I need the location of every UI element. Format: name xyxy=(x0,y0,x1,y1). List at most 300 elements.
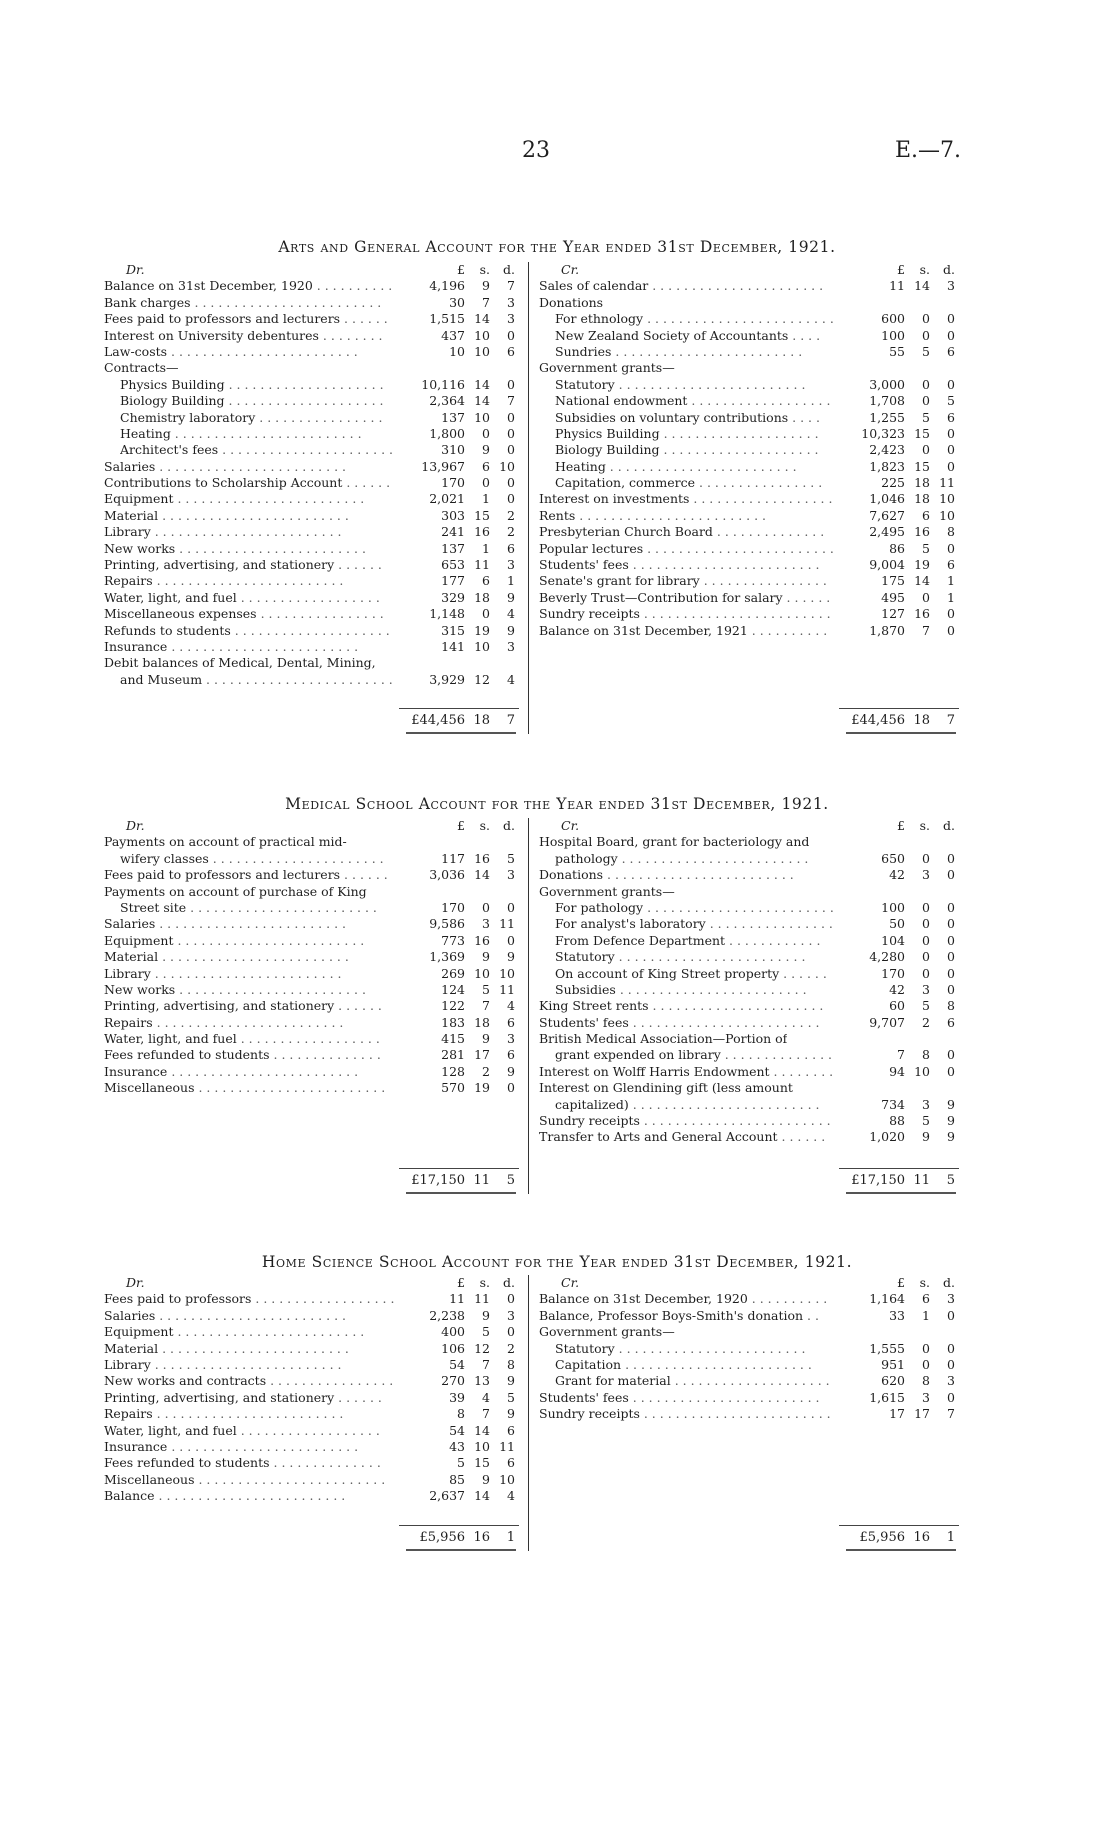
amount-shillings: 11 xyxy=(474,1291,490,1307)
amount-shillings: 10 xyxy=(474,638,490,654)
amount-pounds: 137 xyxy=(441,540,465,556)
debit-side xyxy=(104,818,519,1097)
amount-pence: 0 xyxy=(947,425,955,441)
amount-shillings: 0 xyxy=(922,589,930,605)
ledger-row-library xyxy=(104,966,519,982)
amount-pounds: 315 xyxy=(441,622,465,638)
column-header-row xyxy=(104,818,519,834)
ledger-row-physics-building xyxy=(104,377,519,393)
amount-pounds: 3,929 xyxy=(429,671,465,687)
ledger-item-label: Payments on account of practical mid- xyxy=(104,834,347,850)
debit-label: Dr. xyxy=(126,262,145,277)
amount-pounds: 10 xyxy=(449,343,465,359)
ledger-row-subsidies-on-voluntary-contributions xyxy=(539,410,959,426)
ledger-row-miscellaneous-expenses xyxy=(104,606,519,622)
column-divider xyxy=(528,262,529,734)
ledger-row-popular-lectures xyxy=(539,541,959,557)
amount-pence: 8 xyxy=(947,998,955,1014)
amount-pounds: 100 xyxy=(881,899,905,915)
ledger-row-grant-expended-on-library xyxy=(539,1047,959,1063)
amount-pence: 0 xyxy=(947,981,955,997)
ledger-row-material xyxy=(104,508,519,524)
amount-pounds: 1,148 xyxy=(429,606,465,622)
amount-pence: 0 xyxy=(947,1356,955,1372)
amount-pence: 3 xyxy=(507,294,515,310)
ledger-item-label: Chemistry laboratory . . . . . . . . . . . . . . . . xyxy=(120,409,383,425)
amount-pence: 4 xyxy=(507,606,515,622)
amount-pence: 6 xyxy=(947,557,955,573)
ledger-item-label: Donations . . . . . . . . . . . . . . . . . . . . . . . . xyxy=(539,867,794,883)
ledger-item-label: wifery classes . . . . . . . . . . . . . . . . . . . . . . xyxy=(120,850,384,866)
ledger-item-label: Biology Building . . . . . . . . . . . . . . . . . . . . xyxy=(120,393,384,409)
ledger-item-label: Capitation . . . . . . . . . . . . . . . . . . . . . . . . xyxy=(555,1356,812,1372)
amount-shillings: 4 xyxy=(482,1389,490,1405)
amount-shillings: 1 xyxy=(922,1307,930,1323)
amount-shillings: 0 xyxy=(922,1356,930,1372)
ledger-row-new-zealand-society-of-accountants xyxy=(539,328,959,344)
ledger-item-label: Repairs . . . . . . . . . . . . . . . . . . . . . . . . xyxy=(104,1014,344,1030)
amount-shillings: 14 xyxy=(474,1422,490,1438)
amount-shillings: 1 xyxy=(482,540,490,556)
ledger-item-label: Physics Building . . . . . . . . . . . . . . . . . . . . xyxy=(555,425,819,441)
amount-pence: 0 xyxy=(947,311,955,327)
amount-pence: 9 xyxy=(947,1096,955,1112)
amount-pounds: 9,586 xyxy=(429,916,465,932)
amount-pence: 0 xyxy=(947,850,955,866)
amount-pounds: 951 xyxy=(881,1356,905,1372)
ledger-item-label: Students' fees . . . . . . . . . . . . . . . . . . . . . . . . xyxy=(539,1389,820,1405)
amount-shillings: 0 xyxy=(482,425,490,441)
ledger-item-label: New Zealand Society of Accountants . . . . xyxy=(555,327,821,343)
ledger-item-label: Miscellaneous . . . . . . . . . . . . . . . . . . . . . . . . xyxy=(104,1080,386,1096)
amount-pounds: 329 xyxy=(441,589,465,605)
ledger-item-label: Balance on 31st December, 1920 . . . . . . . . . . xyxy=(104,278,393,294)
ledger-row-fees-paid-to-professors-and-lecturers xyxy=(104,867,519,883)
page-number: 23 xyxy=(522,138,550,163)
ledger-item-label: British Medical Association—Portion of xyxy=(539,1031,788,1047)
amount-pounds: 8 xyxy=(457,1406,465,1422)
ledger-row-and-museum xyxy=(104,672,519,688)
amount-pence: 9 xyxy=(507,589,515,605)
ledger-row-debit-balances-of-medical-dental-mining xyxy=(104,655,519,671)
total-pounds: £5,956 xyxy=(419,1529,465,1545)
credit-side xyxy=(539,262,959,639)
total-rule xyxy=(399,1525,519,1526)
amount-pounds: 39 xyxy=(449,1389,465,1405)
amount-pounds: 11 xyxy=(889,278,905,294)
amount-shillings: 5 xyxy=(482,981,490,997)
amount-shillings: 5 xyxy=(922,998,930,1014)
ledger-row-new-works xyxy=(104,541,519,557)
credit-label: Cr. xyxy=(561,262,580,277)
ledger-item-label: Fees refunded to students . . . . . . . . . . . . . . xyxy=(104,1455,381,1471)
account-title: Medical School Account for the Year ended 31st December, 1921. xyxy=(285,795,829,813)
total-underline xyxy=(846,1192,956,1194)
ledger-item-label: Fees paid to professors . . . . . . . . . . . . . . . . . . xyxy=(104,1291,395,1307)
total-rule xyxy=(839,1525,959,1526)
ledger-row-library xyxy=(104,1357,519,1373)
amount-pounds: 653 xyxy=(441,557,465,573)
paper-code: E.—7. xyxy=(895,138,962,163)
ledger-item-label: Printing, advertising, and stationery . . . . . . xyxy=(104,557,382,573)
ledger-row-sales-of-calendar xyxy=(539,278,959,294)
ledger-row-pathology xyxy=(539,851,959,867)
currency-header-pence: d. xyxy=(503,262,515,277)
amount-shillings: 9 xyxy=(482,1031,490,1047)
currency-header-pounds: £ xyxy=(457,262,465,277)
total-pounds: £44,456 xyxy=(411,713,465,729)
amount-shillings: 9 xyxy=(482,1471,490,1487)
amount-shillings: 15 xyxy=(914,458,930,474)
ledger-item-label: Architect's fees . . . . . . . . . . . . . . . . . . . . . . xyxy=(120,442,394,458)
ledger-item-label: Water, light, and fuel . . . . . . . . . . . . . . . . . . xyxy=(104,589,380,605)
amount-pounds: 1,708 xyxy=(869,393,905,409)
amount-shillings: 0 xyxy=(922,965,930,981)
amount-pounds: 1,555 xyxy=(869,1340,905,1356)
amount-pence: 0 xyxy=(947,1340,955,1356)
amount-pence: 3 xyxy=(947,1291,955,1307)
amount-shillings: 14 xyxy=(474,311,490,327)
ledger-item-label: Subsidies . . . . . . . . . . . . . . . . . . . . . . . . xyxy=(555,981,807,997)
amount-pounds: 270 xyxy=(441,1373,465,1389)
amount-shillings: 6 xyxy=(482,458,490,474)
ledger-row-donations xyxy=(539,867,959,883)
currency-header-pounds: £ xyxy=(457,818,465,833)
amount-shillings: 14 xyxy=(914,278,930,294)
ledger-item-label: Debit balances of Medical, Dental, Mining, xyxy=(104,655,376,671)
amount-pounds: 570 xyxy=(441,1080,465,1096)
ledger-item-label: Senate's grant for library . . . . . . . . . . . . . . . . xyxy=(539,573,827,589)
amount-shillings: 0 xyxy=(922,393,930,409)
amount-pence: 1 xyxy=(507,573,515,589)
currency-header-shillings: s. xyxy=(919,1275,930,1290)
ledger-item-label: Fees paid to professors and lecturers . . . . . . xyxy=(104,867,388,883)
amount-shillings: 9 xyxy=(482,1307,490,1323)
amount-shillings: 0 xyxy=(922,932,930,948)
ledger-item-label: Physics Building . . . . . . . . . . . . . . . . . . . . xyxy=(120,376,384,392)
amount-pence: 0 xyxy=(507,442,515,458)
amount-pounds: 170 xyxy=(881,965,905,981)
ledger-row-repairs xyxy=(104,1406,519,1422)
amount-pence: 0 xyxy=(507,491,515,507)
amount-shillings: 7 xyxy=(482,1356,490,1372)
ledger-row-sundry-receipts xyxy=(539,1406,959,1422)
ledger-row-printing-advertising-and-stationery xyxy=(104,557,519,573)
ledger-item-label: Contracts— xyxy=(104,360,179,376)
ledger-row-architect-s-fees xyxy=(104,442,519,458)
amount-shillings: 17 xyxy=(474,1047,490,1063)
amount-shillings: 0 xyxy=(482,606,490,622)
ledger-row-law-costs xyxy=(104,344,519,360)
amount-pence: 5 xyxy=(947,393,955,409)
amount-pounds: 303 xyxy=(441,507,465,523)
amount-shillings: 19 xyxy=(474,1080,490,1096)
amount-pence: 6 xyxy=(947,1014,955,1030)
column-header-row xyxy=(539,1275,959,1291)
amount-pounds: 1,823 xyxy=(869,458,905,474)
amount-shillings: 9 xyxy=(482,278,490,294)
amount-pounds: 54 xyxy=(449,1422,465,1438)
amount-pounds: 183 xyxy=(441,1014,465,1030)
ledger-item-label: Library . . . . . . . . . . . . . . . . . . . . . . . . xyxy=(104,524,342,540)
ledger-item-label: Sundries . . . . . . . . . . . . . . . . . . . . . . . . xyxy=(555,343,803,359)
amount-pounds: 3,036 xyxy=(429,867,465,883)
amount-pounds: 1,870 xyxy=(869,622,905,638)
amount-shillings: 7 xyxy=(482,294,490,310)
amount-pence: 0 xyxy=(947,899,955,915)
ledger-row-for-analyst-s-laboratory xyxy=(539,916,959,932)
ledger-row-senate-s-grant-for-library xyxy=(539,573,959,589)
amount-shillings: 15 xyxy=(474,1455,490,1471)
amount-shillings: 14 xyxy=(474,393,490,409)
ledger-row-capitalized xyxy=(539,1097,959,1113)
amount-pence: 10 xyxy=(499,1471,515,1487)
amount-shillings: 9 xyxy=(482,442,490,458)
amount-pounds: 10,323 xyxy=(861,425,905,441)
ledger-item-label: Sales of calendar . . . . . . . . . . . . . . . . . . . . . . xyxy=(539,278,824,294)
amount-shillings: 3 xyxy=(922,1389,930,1405)
amount-pence: 10 xyxy=(939,491,955,507)
amount-pounds: 60 xyxy=(889,998,905,1014)
ledger-row-students-fees xyxy=(539,557,959,573)
amount-pounds: 141 xyxy=(441,638,465,654)
ledger-item-label: Library . . . . . . . . . . . . . . . . . . . . . . . . xyxy=(104,965,342,981)
ledger-item-label: Insurance . . . . . . . . . . . . . . . . . . . . . . . . xyxy=(104,1438,359,1454)
amount-shillings: 5 xyxy=(922,343,930,359)
amount-pence: 0 xyxy=(507,409,515,425)
amount-shillings: 2 xyxy=(922,1014,930,1030)
ledger-item-label: Salaries . . . . . . . . . . . . . . . . . . . . . . . . xyxy=(104,916,346,932)
amount-pounds: 241 xyxy=(441,524,465,540)
ledger-item-label: Biology Building . . . . . . . . . . . . . . . . . . . . xyxy=(555,442,819,458)
amount-pounds: 13,967 xyxy=(421,458,465,474)
amount-pounds: 124 xyxy=(441,981,465,997)
amount-pounds: 117 xyxy=(441,850,465,866)
credit-label: Cr. xyxy=(561,818,580,833)
amount-pounds: 1,800 xyxy=(429,425,465,441)
ledger-row-physics-building xyxy=(539,426,959,442)
ledger-item-label: Balance . . . . . . . . . . . . . . . . . . . . . . . . xyxy=(104,1488,346,1504)
ledger-row-water-light-and-fuel xyxy=(104,1031,519,1047)
amount-shillings: 0 xyxy=(922,899,930,915)
amount-pence: 7 xyxy=(507,393,515,409)
amount-pounds: 4,280 xyxy=(869,949,905,965)
currency-header-shillings: s. xyxy=(479,262,490,277)
currency-header-pence: d. xyxy=(503,818,515,833)
amount-shillings: 0 xyxy=(922,916,930,932)
total-shillings: 18 xyxy=(913,713,930,729)
ledger-item-label: Beverly Trust—Contribution for salary . . . . . . xyxy=(539,589,831,605)
ledger-item-label: Street site . . . . . . . . . . . . . . . . . . . . . . . . xyxy=(120,899,377,915)
amount-pounds: 3,000 xyxy=(869,376,905,392)
amount-shillings: 15 xyxy=(914,425,930,441)
amount-pence: 3 xyxy=(947,278,955,294)
ledger-item-label: Interest on Glendining gift (less amount xyxy=(539,1080,793,1096)
ledger-item-label: From Defence Department . . . . . . . . . . . . xyxy=(555,932,821,948)
currency-header-shillings: s. xyxy=(479,1275,490,1290)
amount-pounds: 1,020 xyxy=(869,1129,905,1145)
amount-shillings: 0 xyxy=(922,442,930,458)
amount-pence: 9 xyxy=(507,1406,515,1422)
amount-pounds: 94 xyxy=(889,1063,905,1079)
amount-pence: 8 xyxy=(507,1356,515,1372)
ledger-row-salaries xyxy=(104,1308,519,1324)
ledger-row-printing-advertising-and-stationery xyxy=(104,998,519,1014)
ledger-row-students-fees xyxy=(539,1390,959,1406)
currency-header-shillings: s. xyxy=(479,818,490,833)
ledger-row-king-street-rents xyxy=(539,998,959,1014)
ledger-item-label: Printing, advertising, and stationery . . . . . . xyxy=(104,1389,382,1405)
amount-pounds: 100 xyxy=(881,327,905,343)
ledger-item-label: New works . . . . . . . . . . . . . . . . . . . . . . . . xyxy=(104,540,366,556)
amount-pounds: 10,116 xyxy=(421,376,465,392)
ledger-item-label: Miscellaneous expenses . . . . . . . . . . . . . . . . xyxy=(104,606,384,622)
amount-pence: 4 xyxy=(507,671,515,687)
ledger-item-label: Presbyterian Church Board . . . . . . . . . . . . . . xyxy=(539,524,825,540)
ledger-item-label: National endowment . . . . . . . . . . . . . . . . . . xyxy=(555,393,831,409)
amount-shillings: 10 xyxy=(474,327,490,343)
amount-pence: 0 xyxy=(947,932,955,948)
amount-pence: 5 xyxy=(507,1389,515,1405)
amount-shillings: 14 xyxy=(474,376,490,392)
ledger-row-sundries xyxy=(539,344,959,360)
amount-pence: 0 xyxy=(947,1047,955,1063)
amount-pence: 9 xyxy=(507,1373,515,1389)
amount-pence: 3 xyxy=(947,1373,955,1389)
amount-pence: 10 xyxy=(499,458,515,474)
ledger-item-label: Insurance . . . . . . . . . . . . . . . . . . . . . . . . xyxy=(104,638,359,654)
ledger-row-government-grants xyxy=(539,884,959,900)
column-divider xyxy=(528,1275,529,1551)
amount-shillings: 10 xyxy=(914,1063,930,1079)
amount-pence: 3 xyxy=(507,867,515,883)
amount-shillings: 5 xyxy=(922,1113,930,1129)
amount-pence: 6 xyxy=(507,1422,515,1438)
amount-pounds: 600 xyxy=(881,311,905,327)
amount-pounds: 1,164 xyxy=(869,1291,905,1307)
ledger-item-label: King Street rents . . . . . . . . . . . . . . . . . . . . . . xyxy=(539,998,824,1014)
total-pounds: £17,150 xyxy=(851,1173,905,1188)
amount-pence: 3 xyxy=(507,638,515,654)
ledger-row-hospital-board-grant-for-bacteriology-and xyxy=(539,834,959,850)
amount-pence: 4 xyxy=(507,998,515,1014)
amount-pounds: 30 xyxy=(449,294,465,310)
currency-header-pence: d. xyxy=(943,262,955,277)
ledger-item-label: Interest on investments . . . . . . . . . . . . . . . . . . xyxy=(539,491,833,507)
credit-side xyxy=(539,818,959,1146)
column-divider xyxy=(528,818,529,1194)
ledger-row-fees-refunded-to-students xyxy=(104,1455,519,1471)
ledger-row-balance xyxy=(104,1488,519,1504)
amount-shillings: 0 xyxy=(482,899,490,915)
amount-shillings: 13 xyxy=(474,1373,490,1389)
amount-pounds: 137 xyxy=(441,409,465,425)
ledger-item-label: Sundry receipts . . . . . . . . . . . . . . . . . . . . . . . . xyxy=(539,1113,831,1129)
amount-pounds: 650 xyxy=(881,850,905,866)
ledger-row-new-works xyxy=(104,982,519,998)
amount-pence: 7 xyxy=(947,1406,955,1422)
amount-pounds: 1,255 xyxy=(869,409,905,425)
amount-pence: 6 xyxy=(507,343,515,359)
amount-shillings: 0 xyxy=(922,949,930,965)
amount-pounds: 2,238 xyxy=(429,1307,465,1323)
amount-shillings: 16 xyxy=(474,850,490,866)
amount-shillings: 3 xyxy=(922,1096,930,1112)
amount-pounds: 1,615 xyxy=(869,1389,905,1405)
amount-shillings: 9 xyxy=(482,949,490,965)
ledger-row-salaries xyxy=(104,459,519,475)
amount-shillings: 3 xyxy=(482,916,490,932)
amount-pence: 0 xyxy=(947,867,955,883)
ledger-item-label: Donations xyxy=(539,294,604,310)
amount-pounds: 225 xyxy=(881,475,905,491)
amount-shillings: 10 xyxy=(474,409,490,425)
ledger-item-label: Balance on 31st December, 1920 . . . . . . . . . . xyxy=(539,1291,828,1307)
amount-shillings: 16 xyxy=(474,932,490,948)
ledger-row-equipment xyxy=(104,1324,519,1340)
ledger-item-label: Balance on 31st December, 1921 . . . . . . . . . . xyxy=(539,622,828,638)
credit-total xyxy=(844,712,959,730)
amount-pence: 7 xyxy=(507,278,515,294)
amount-pence: 0 xyxy=(947,540,955,556)
amount-pence: 3 xyxy=(507,1031,515,1047)
ledger-row-water-light-and-fuel xyxy=(104,1423,519,1439)
ledger-item-label: Popular lectures . . . . . . . . . . . . . . . . . . . . . . . . xyxy=(539,540,834,556)
amount-pence: 9 xyxy=(947,1113,955,1129)
amount-shillings: 0 xyxy=(922,327,930,343)
amount-shillings: 17 xyxy=(914,1406,930,1422)
amount-pounds: 400 xyxy=(441,1324,465,1340)
amount-pence: 2 xyxy=(507,507,515,523)
ledger-item-label: Repairs . . . . . . . . . . . . . . . . . . . . . . . . xyxy=(104,573,344,589)
amount-shillings: 0 xyxy=(922,311,930,327)
ledger-row-refunds-to-students xyxy=(104,623,519,639)
total-shillings: 18 xyxy=(473,713,490,729)
amount-pence: 11 xyxy=(499,916,515,932)
amount-shillings: 18 xyxy=(914,475,930,491)
amount-shillings: 15 xyxy=(474,507,490,523)
amount-pence: 3 xyxy=(507,1307,515,1323)
amount-pounds: 43 xyxy=(449,1438,465,1454)
ledger-row-fees-paid-to-professors-and-lecturers xyxy=(104,311,519,327)
ledger-row-new-works-and-contracts xyxy=(104,1373,519,1389)
ledger-item-label: Library . . . . . . . . . . . . . . . . . . . . . . . . xyxy=(104,1356,342,1372)
ledger-item-label: Students' fees . . . . . . . . . . . . . . . . . . . . . . . . xyxy=(539,557,820,573)
ledger-item-label: Equipment . . . . . . . . . . . . . . . . . . . . . . . . xyxy=(104,491,365,507)
amount-pence: 6 xyxy=(507,540,515,556)
ledger-row-equipment xyxy=(104,933,519,949)
ledger-row-fees-refunded-to-students xyxy=(104,1047,519,1063)
ledger-item-label: Interest on Wolff Harris Endowment . . . . . . . . xyxy=(539,1063,834,1079)
ledger-row-british-medical-association-portion-of xyxy=(539,1031,959,1047)
currency-header-pence: d. xyxy=(503,1275,515,1290)
ledger-item-label: and Museum . . . . . . . . . . . . . . . . . . . . . . . . xyxy=(120,671,393,687)
amount-pence: 0 xyxy=(947,1389,955,1405)
ledger-row-balance-on-31st-december-1920 xyxy=(104,278,519,294)
amount-pounds: 1,369 xyxy=(429,949,465,965)
amount-shillings: 5 xyxy=(922,409,930,425)
amount-shillings: 16 xyxy=(914,606,930,622)
ledger-row-government-grants xyxy=(539,360,959,376)
amount-shillings: 8 xyxy=(922,1047,930,1063)
ledger-row-government-grants xyxy=(539,1324,959,1340)
amount-shillings: 9 xyxy=(922,1129,930,1145)
ledger-row-statutory xyxy=(539,377,959,393)
amount-pounds: 86 xyxy=(889,540,905,556)
ledger-item-label: pathology . . . . . . . . . . . . . . . . . . . . . . . . xyxy=(555,850,809,866)
total-pence: 1 xyxy=(946,1529,955,1545)
amount-pence: 0 xyxy=(507,1080,515,1096)
